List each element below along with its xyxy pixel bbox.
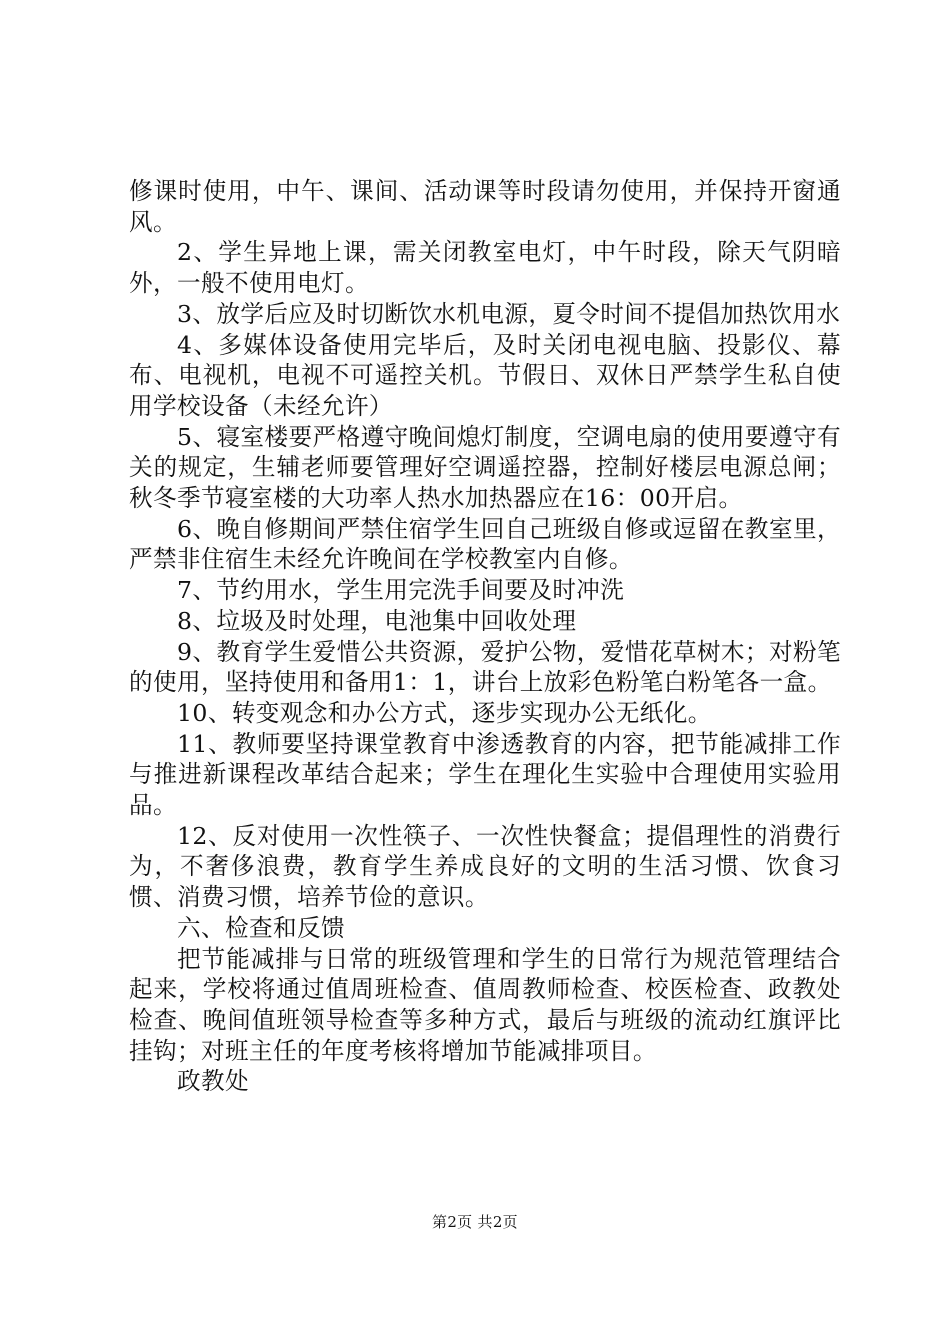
paragraph-item-4: 4、多媒体设备使用完毕后，及时关闭电视电脑、投影仪、幕布、电视机，电视不可遥控关机。节假日、双休日严禁学生私自使用学校设备（未经允许） xyxy=(129,330,841,420)
paragraph-item-6: 6、晚自修期间严禁住宿学生回自己班级自修或逗留在教室里，严禁非住宿生未经允许晚间在学校教室内自修。 xyxy=(129,514,841,574)
paragraph-item-2: 2、学生异地上课，需关闭教室电灯，中午时段，除天气阴暗外，一般不使用电灯。 xyxy=(129,238,841,298)
paragraph-section-body: 把节能减排与日常的班级管理和学生的日常行为规范管理结合起来，学校将通过值周班检查、值周教师检查、校医检查、政教处检查、晚间值班领导检查等多种方式，最后与班级的流动红旗评比挂钩；对班主任的年度考核将增加节能减排项目。 xyxy=(129,944,841,1065)
paragraph-item-5: 5、寝室楼要严格遵守晚间熄灯制度，空调电扇的使用要遵守有关的规定，生辅老师要管理好空调遥控器，控制好楼层电源总闸；秋冬季节寝室楼的大功率人热水加热器应在16：00开启。 xyxy=(129,422,841,513)
paragraph-item-9: 9、教育学生爱惜公共资源，爱护公物，爱惜花草树木；对粉笔的使用，坚持使用和备用1：1，讲台上放彩色粉笔白粉笔各一盒。 xyxy=(129,637,841,697)
document-body xyxy=(129,176,841,1097)
paragraph-item-10: 10、转变观念和办公方式，逐步实现办公无纸化。 xyxy=(177,698,712,727)
paragraph-item-8: 8、垃圾及时处理，电池集中回收处理 xyxy=(177,606,577,635)
paragraph-item-7: 7、节约用水，学生用完洗手间要及时冲洗 xyxy=(177,576,625,605)
paragraph-continuation: 修课时使用，中午、课间、活动课等时段请勿使用，并保持开窗通风。 xyxy=(129,177,841,236)
paragraph-item-11: 11、教师要坚持课堂教育中渗透教育的内容，把节能减排工作与推进新课程改革结合起来；学生在理化生实验中合理使用实验用品。 xyxy=(129,729,841,820)
signature-department: 政教处 xyxy=(177,1067,249,1096)
section-heading: 六、检查和反馈 xyxy=(177,913,345,942)
page-number-footer: 第2页 共2页 xyxy=(432,1213,518,1231)
paragraph-item-12: 12、反对使用一次性筷子、一次性快餐盒；提倡理性的消费行为，不奢侈浪费，教育学生养成良好的文明的生活习惯、饮食习惯、消费习惯，培养节俭的意识。 xyxy=(129,821,841,912)
paragraph-item-3: 3、放学后应及时切断饮水机电源，夏令时间不提倡加热饮用水 xyxy=(177,299,841,328)
